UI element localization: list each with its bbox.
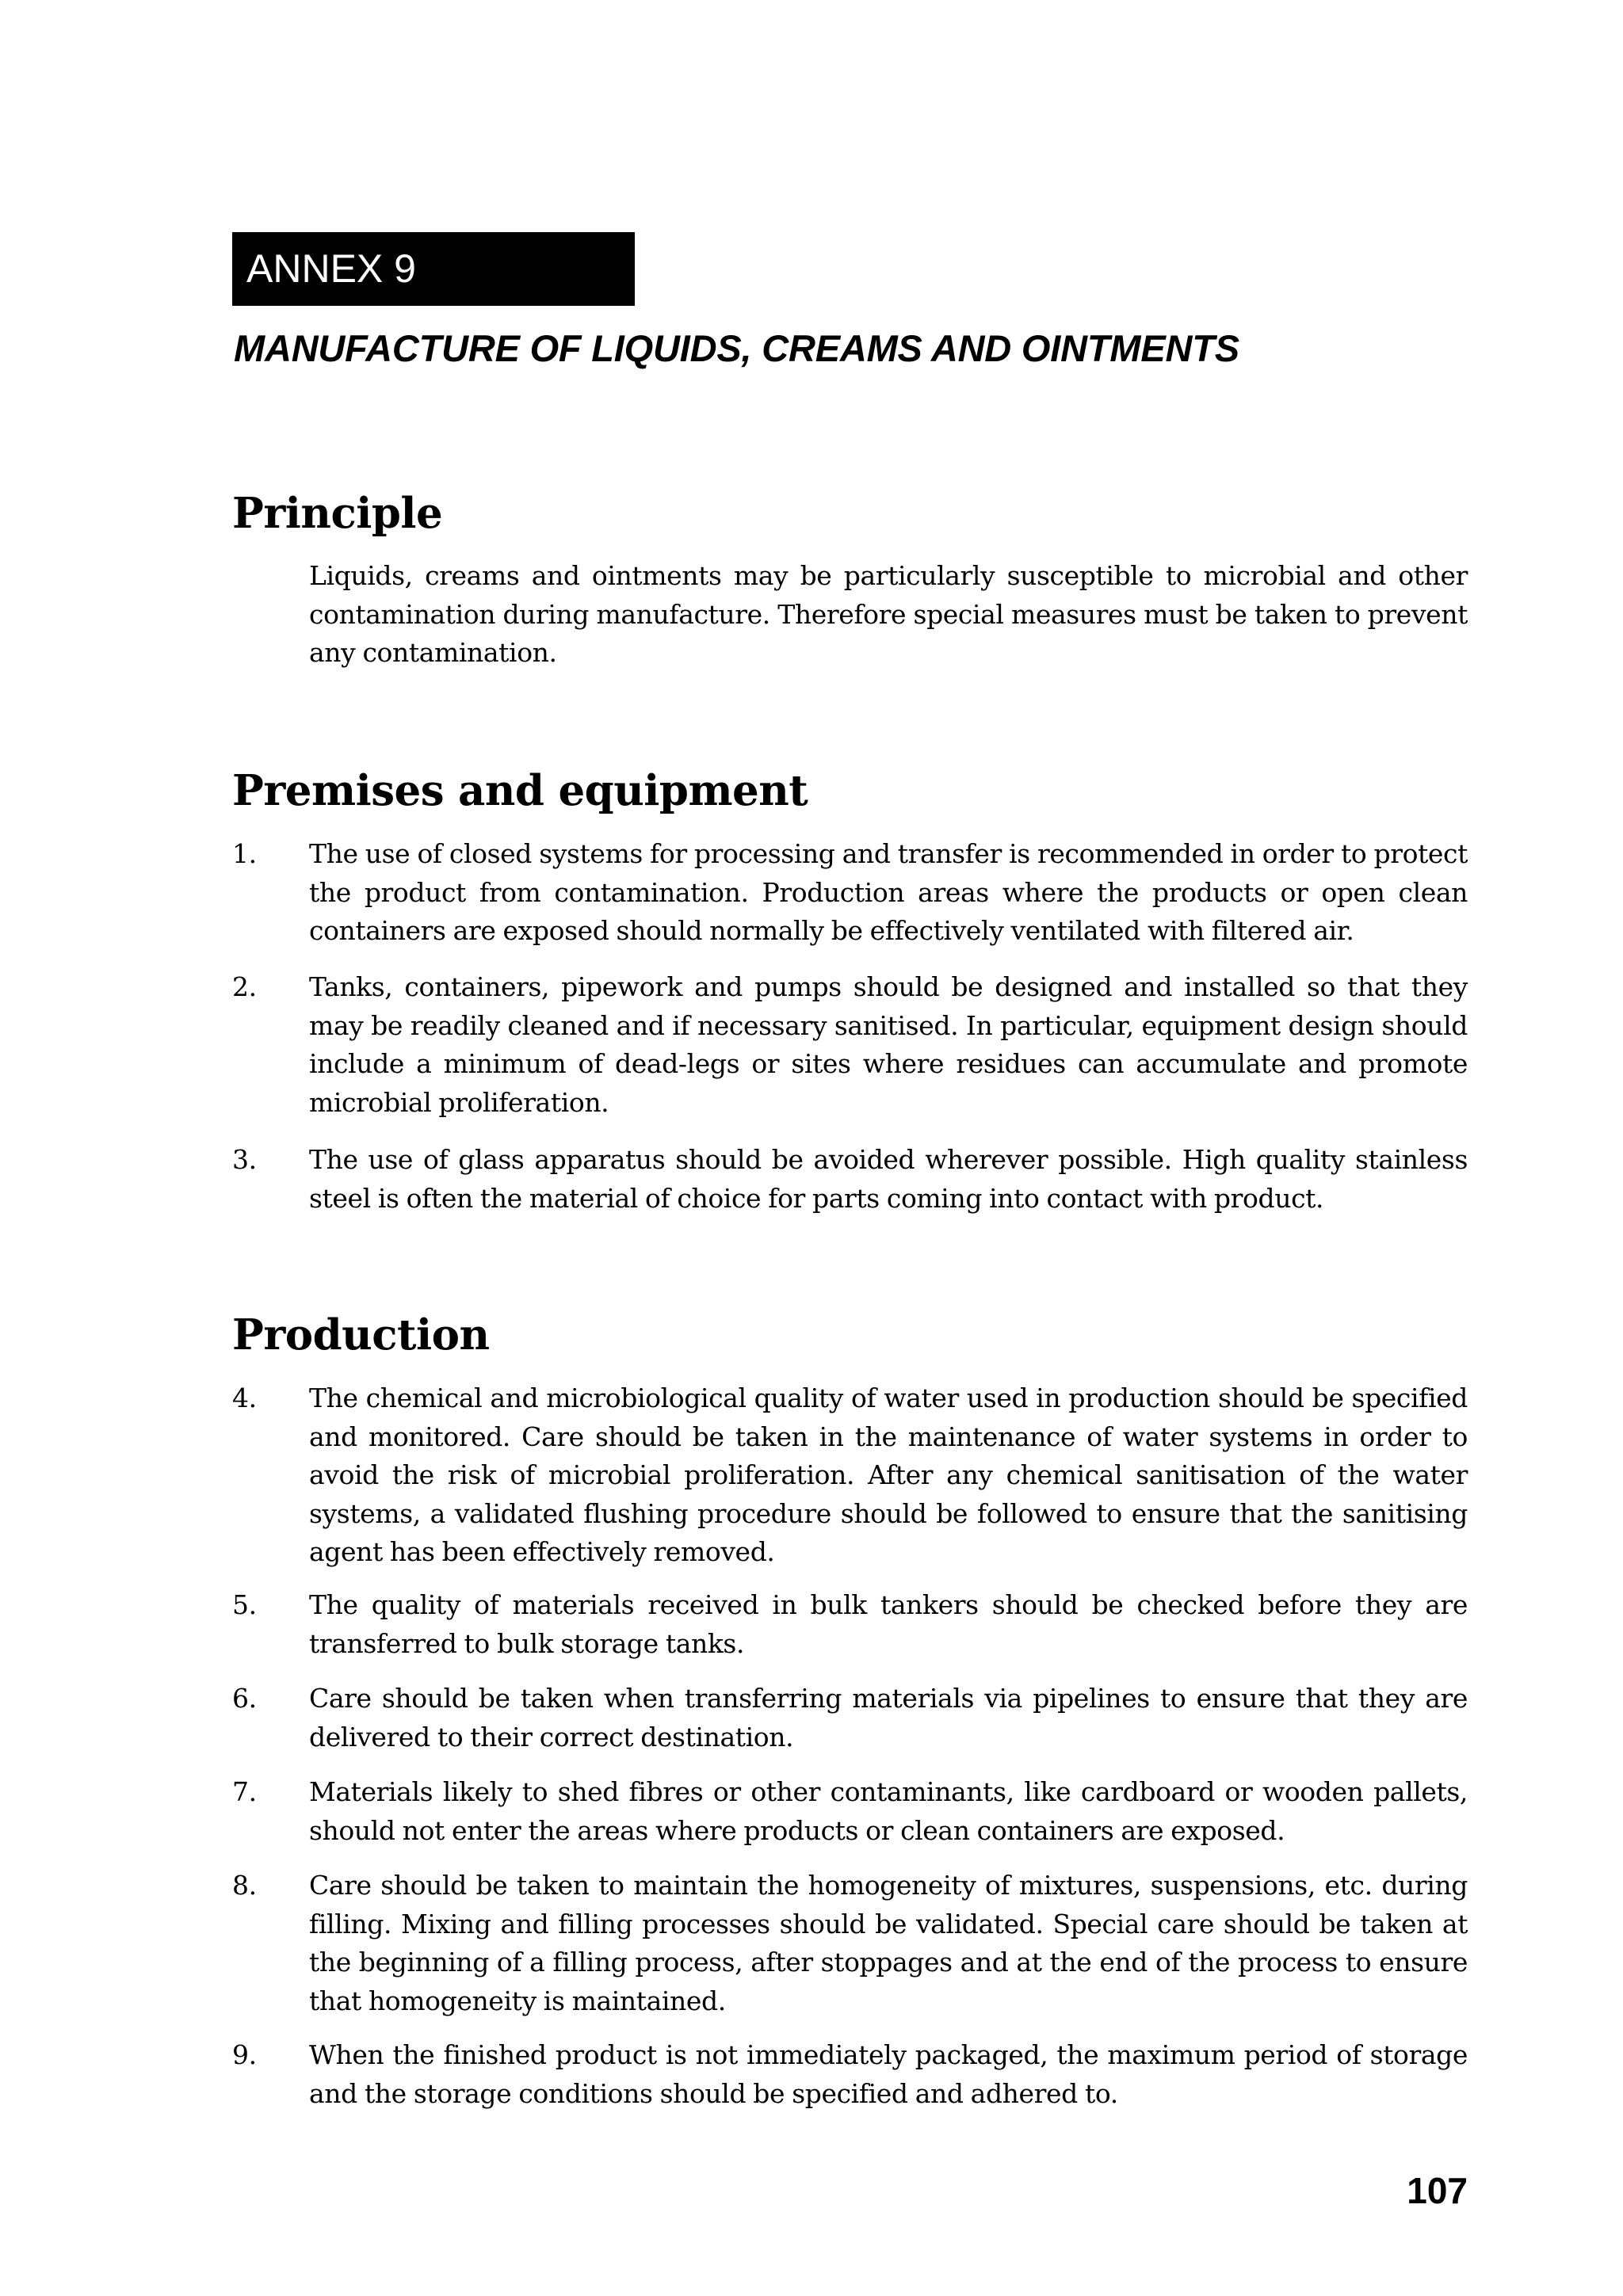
list-item-text: The use of closed systems for processing and transfer is recommended in order to protect the product from contamination. Production areas where the products or open clean containers are exposed should normally be effectively ventilated with filtered air. — [309, 838, 1468, 946]
list-item-number: 4. — [232, 1383, 257, 1413]
annex-label: ANNEX 9 — [246, 246, 416, 291]
section-heading-production: Production — [232, 1310, 490, 1360]
list-item-text: Materials likely to shed fibres or other contaminants, like cardboard or wooden pallets, should not enter the areas where products or clean containers are exposed. — [309, 1776, 1468, 1846]
section-heading-principle: Principle — [232, 489, 443, 538]
section-heading-premises: Premises and equipment — [232, 766, 808, 815]
list-item-text: The quality of materials received in bulk tankers should be checked before they are transferred to bulk storage tanks. — [309, 1589, 1468, 1659]
list-item-number: 8. — [232, 1870, 257, 1901]
list-item-text: The chemical and microbiological quality of water used in production should be specified and monitored. Care should be taken in the maintenance of water systems in order to avoid the risk of microbial proliferation. After any chemical sanitisation of the water systems, a validated flushing procedure should be followed to ensure that the sanitising agent has been effectively removed. — [309, 1383, 1468, 1567]
list-item-number: 2. — [232, 971, 257, 1002]
list-item-number: 6. — [232, 1683, 257, 1714]
page-number: 107 — [1407, 2170, 1468, 2211]
list-item-number: 3. — [232, 1144, 257, 1175]
principle-paragraph: Liquids, creams and ointments may be particularly susceptible to microbial and other contamination during manufacture. Therefore special measures must be taken to prevent any contamination. — [309, 560, 1468, 668]
annex-title: MANUFACTURE OF LIQUIDS, CREAMS AND OINTMENTS — [234, 327, 1239, 369]
list-item-number: 1. — [232, 838, 257, 869]
list-item-number: 9. — [232, 2039, 257, 2070]
list-item-text: Tanks, containers, pipework and pumps should be designed and installed so that they may be readily cleaned and if necessary sanitised. In particular, equipment design should include a minimum of dead-legs or sites where residues can accumulate and promote microbial proliferation. — [309, 971, 1468, 1118]
list-item-text: When the finished product is not immediately packaged, the maximum period of storage and the storage conditions should be specified and adhered to. — [309, 2039, 1468, 2109]
list-item-number: 7. — [232, 1776, 257, 1807]
annex-label-box — [232, 232, 635, 306]
list-item-text: Care should be taken to maintain the homogeneity of mixtures, suspensions, etc. during filling. Mixing and filling processes should be validated. Special care should be taken at the beginning of a filling process, after stoppages and at the end of the process to ensure that homogeneity is maintained. — [309, 1870, 1468, 2016]
list-item-text: The use of glass apparatus should be avoided wherever possible. High quality stainless steel is often the material of choice for parts coming into contact with product. — [309, 1144, 1468, 1214]
list-item-text: Care should be taken when transferring materials via pipelines to ensure that they are delivered to their correct destination. — [309, 1683, 1468, 1753]
list-item-number: 5. — [232, 1589, 257, 1620]
